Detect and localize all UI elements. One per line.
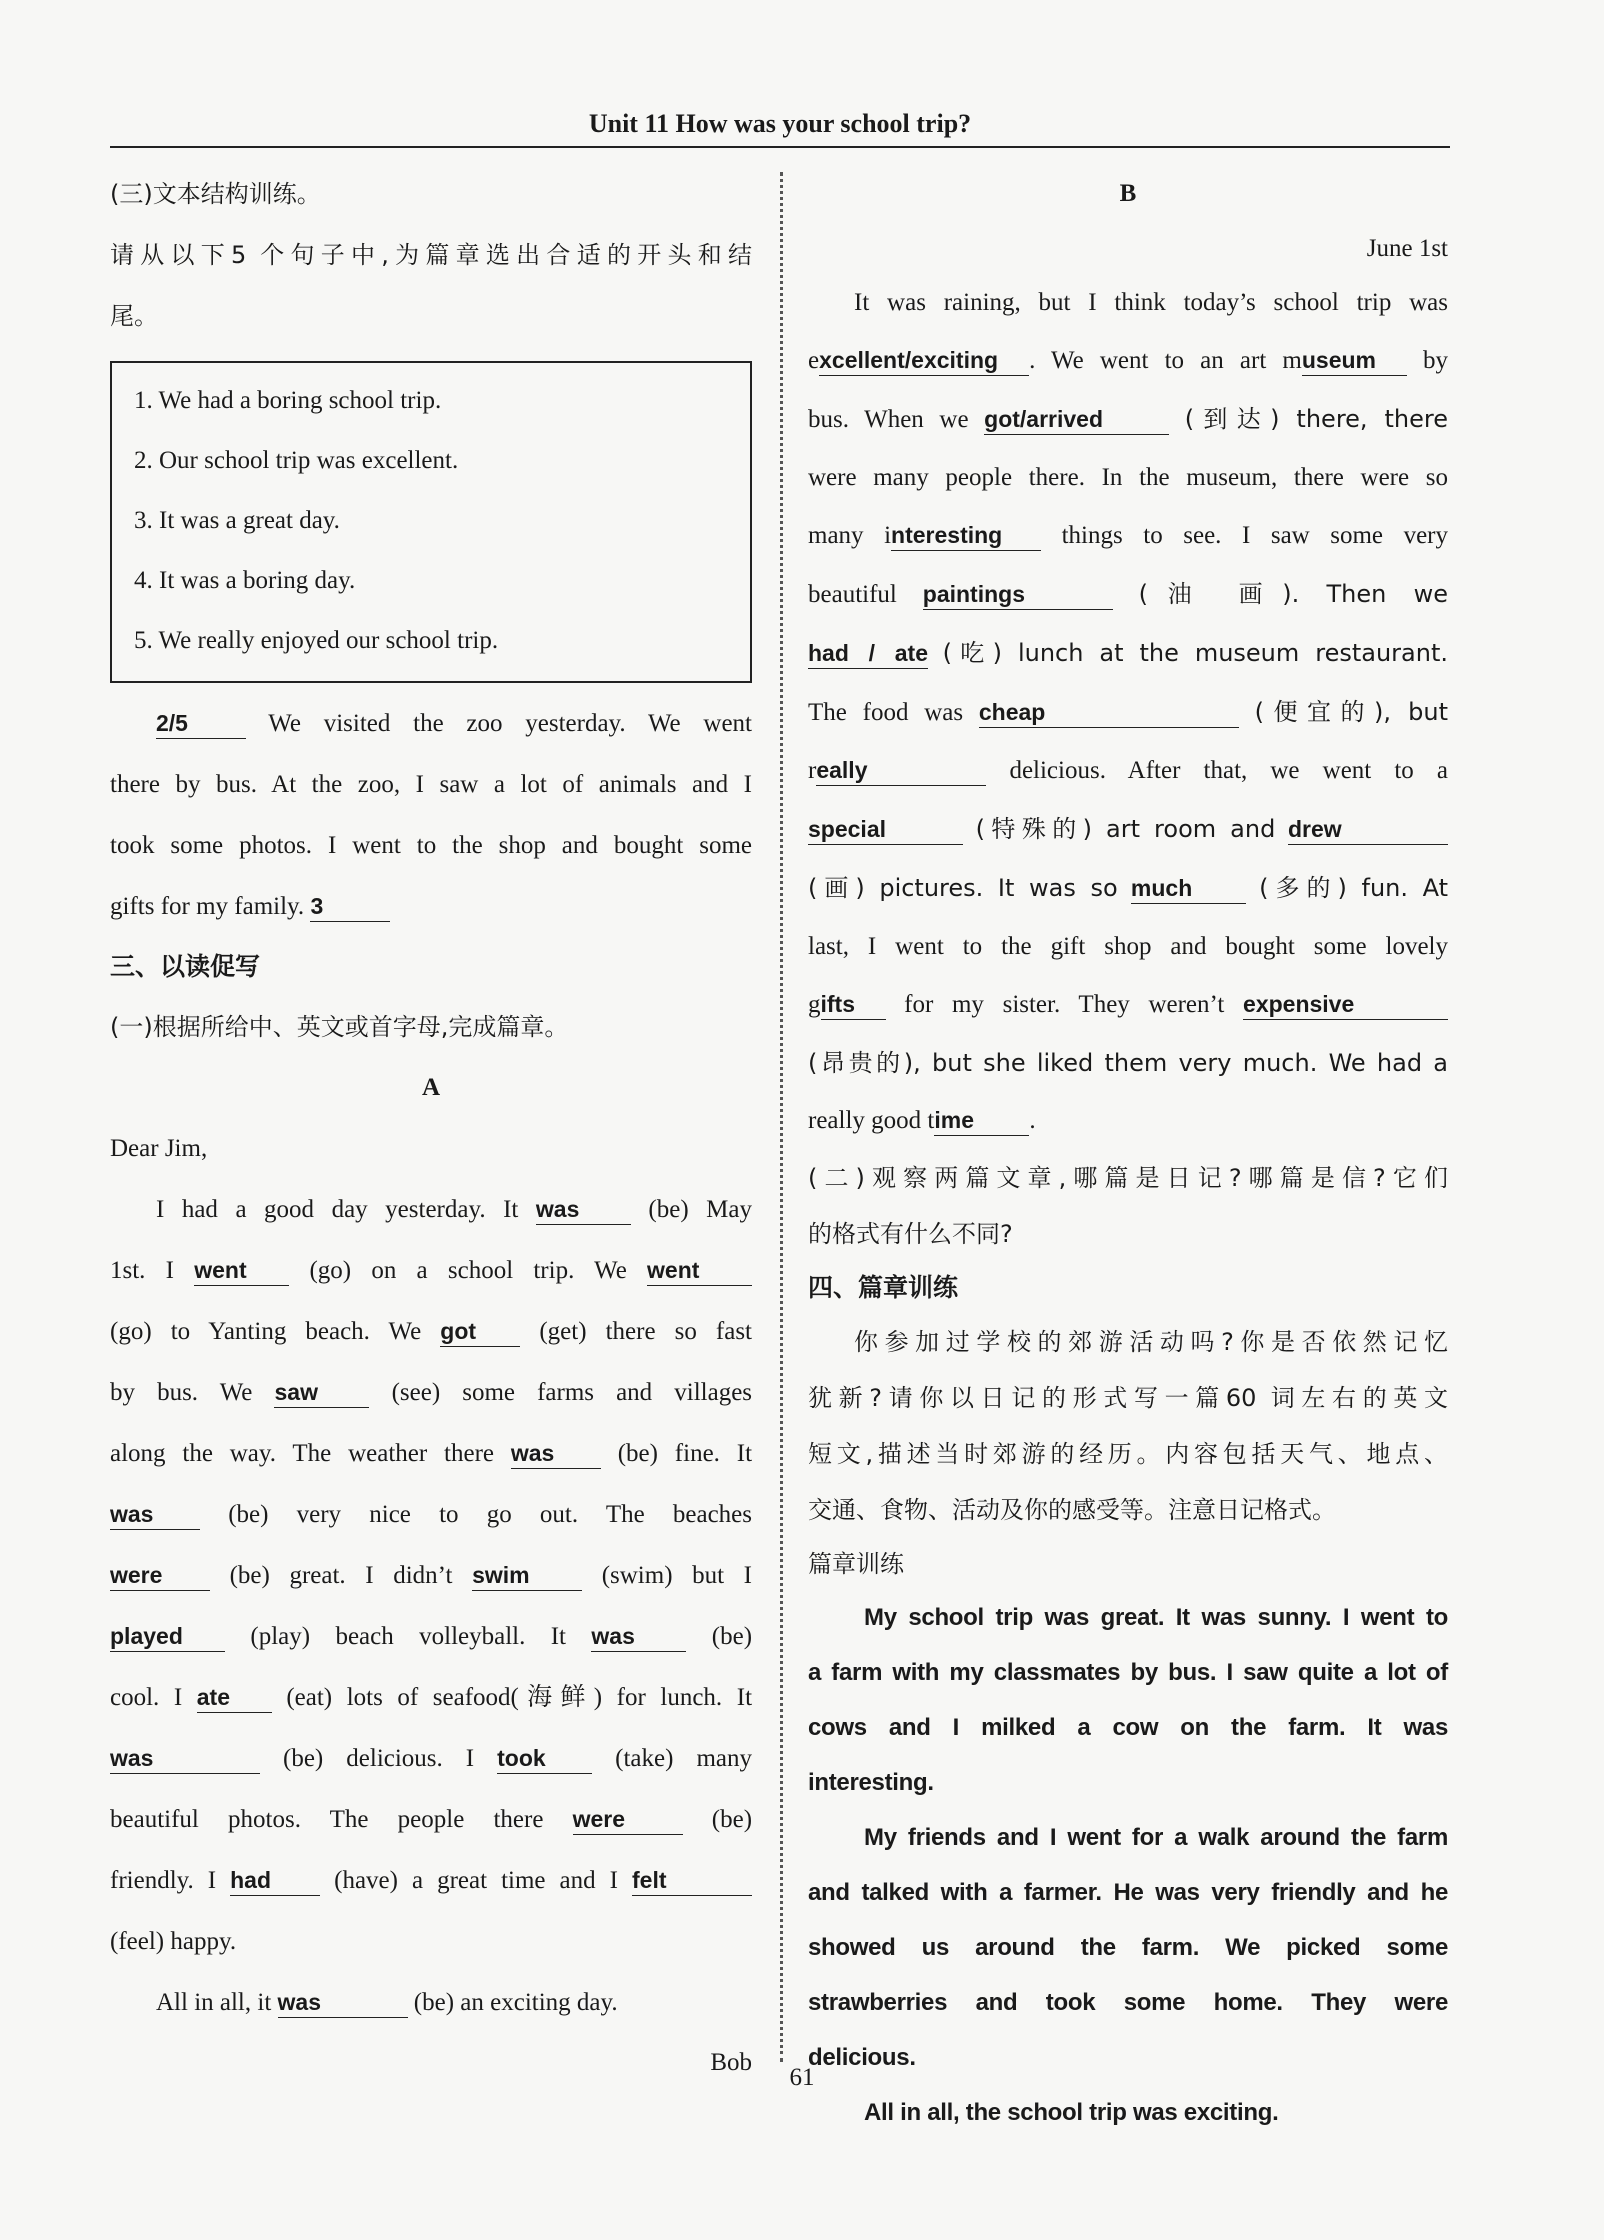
question-2-line-1: (二)观察两篇文章,哪篇是日记?哪篇是信?它们: [808, 1164, 1448, 1192]
answer-blank[interactable]: ifts: [821, 989, 886, 1020]
answer-blank[interactable]: was: [591, 1621, 686, 1652]
passage-b-label: B: [1119, 180, 1137, 207]
letter-line: I had a good day yesterday. It was (be) May: [156, 1196, 752, 1223]
letter-line: (feel) happy.: [110, 1928, 237, 1955]
answer-blank[interactable]: got/arrived: [984, 404, 1169, 435]
letter-line: (go) to Yanting beach. We got (get) there so fast: [110, 1318, 752, 1345]
answer-blank[interactable]: went: [194, 1255, 289, 1286]
answer-blank[interactable]: took: [497, 1743, 592, 1774]
answer-blank[interactable]: 3: [310, 891, 390, 922]
answer-blank[interactable]: xcellent/exciting: [819, 345, 1029, 376]
answer-blank[interactable]: saw: [274, 1377, 369, 1408]
answer-blank[interactable]: had: [230, 1865, 320, 1896]
diary-date: June 1st: [1366, 235, 1448, 262]
essay-line: interesting.: [808, 1769, 934, 1796]
diary-line: many interesting things to see. I saw some very: [808, 522, 1448, 549]
task-line: 犹新?请你以日记的形式写一篇60 词左右的英文: [808, 1384, 1448, 1412]
zoo-paragraph-line: took some photos. I went to the shop and bought some: [110, 832, 752, 859]
answer-blank[interactable]: expensive: [1243, 989, 1448, 1020]
answer-blank[interactable]: swim: [472, 1560, 582, 1591]
answer-blank[interactable]: was: [511, 1438, 601, 1469]
answer-blank[interactable]: went: [647, 1255, 752, 1286]
part-3-title: 三、以读促写: [110, 952, 261, 981]
answer-blank[interactable]: cheap: [979, 697, 1239, 728]
diary-line: were many people there. In the museum, there were so: [808, 464, 1448, 491]
essay-line: My friends and I went for a walk around the farm: [864, 1824, 1448, 1851]
letter-line: friendly. I had (have) a great time and I felt: [110, 1850, 752, 1911]
letter-salutation: Dear Jim,: [110, 1135, 208, 1162]
option-item: 3. It was a great day.: [134, 507, 340, 534]
part-3-subtitle: (一)根据所给中、英文或首字母,完成篇章。: [110, 1013, 569, 1041]
answer-blank[interactable]: felt: [632, 1865, 752, 1896]
diary-line: really delicious. After that, we went to a: [808, 757, 1448, 784]
diary-line: excellent/exciting . We went to an art museum by: [808, 347, 1448, 374]
part-4-title: 四、篇章训练: [808, 1273, 959, 1302]
letter-line: were (be) great. I didn’t swim (swim) but I: [110, 1562, 753, 1589]
answer-blank[interactable]: useum: [1302, 345, 1407, 376]
answer-blank[interactable]: special: [808, 814, 963, 845]
answer-blank[interactable]: much: [1131, 873, 1246, 904]
answer-blank[interactable]: ate: [197, 1682, 272, 1713]
diary-line: had / ate (吃) lunch at the museum restaurant.: [808, 639, 1448, 667]
sentence-options-box: [110, 361, 752, 683]
essay-line: My school trip was great. It was sunny. I went to: [864, 1604, 1448, 1631]
column-divider: [780, 172, 783, 2062]
answer-blank[interactable]: had / ate: [808, 638, 928, 669]
answer-blank[interactable]: 2/5: [156, 708, 246, 739]
essay-line: All in all, the school trip was exciting.: [864, 2099, 1279, 2126]
diary-line: (昂贵的), but she liked them very much. We had a: [808, 1049, 1448, 1077]
option-item: 5. We really enjoyed our school trip.: [134, 627, 499, 654]
zoo-paragraph-line: 2/5 We visited the zoo yesterday. We went: [156, 710, 752, 737]
diary-line: (画) pictures. It was so much (多的) fun. At: [808, 874, 1449, 902]
letter-line: was (be) delicious. I took (take) many: [110, 1745, 752, 1772]
task-line: 交通、食物、活动及你的感受等。注意日记格式。: [808, 1496, 1336, 1524]
option-item: 1. We had a boring school trip.: [134, 387, 442, 414]
right-column: [808, 164, 1448, 2140]
left-column: [110, 164, 752, 2093]
answer-blank[interactable]: paintings: [923, 579, 1113, 610]
answer-blank[interactable]: was: [278, 1987, 408, 2018]
task-line: 短文,描述当时郊游的经历。内容包括天气、地点、: [808, 1440, 1448, 1468]
letter-line: was (be) very nice to go out. The beaches: [110, 1501, 753, 1528]
essay-line: delicious.: [808, 2044, 916, 2071]
page-header: Unit 11 How was your school trip?: [110, 102, 1450, 148]
zoo-paragraph-line: there by bus. At the zoo, I saw a lot of animals and I: [110, 771, 752, 798]
answer-blank[interactable]: drew: [1288, 814, 1448, 845]
diary-line: bus. When we got/arrived (到达) there, there: [808, 405, 1449, 433]
answer-blank[interactable]: was: [110, 1743, 260, 1774]
answer-blank[interactable]: ime: [934, 1105, 1029, 1136]
answer-blank[interactable]: was: [536, 1194, 631, 1225]
page-number: 61: [789, 2064, 815, 2091]
zoo-paragraph-line: gifts for my family. 3: [110, 876, 752, 937]
letter-line: beautiful photos. The people there were (be): [110, 1806, 753, 1833]
essay-line: a farm with my classmates by bus. I saw quite a lot of: [808, 1659, 1448, 1686]
essay-line: cows and I milked a cow on the farm. It was: [808, 1714, 1448, 1741]
answer-blank[interactable]: was: [110, 1499, 200, 1530]
answer-blank[interactable]: nteresting: [891, 520, 1041, 551]
instruction-line-1: 请从以下5 个句子中,为篇章选出合适的开头和结: [110, 241, 752, 269]
letter-signature: Bob: [710, 2049, 752, 2076]
answer-blank[interactable]: were: [573, 1804, 683, 1835]
instruction-line-2: 尾。: [110, 302, 158, 330]
letter-line: All in all, it was (be) an exciting day.: [156, 1989, 618, 2016]
diary-line: gifts for my sister. They weren’t expensive: [808, 976, 1448, 1034]
essay-line: showed us around the farm. We picked some: [808, 1934, 1448, 1961]
diary-line: special (特殊的) art room and drew: [808, 800, 1448, 859]
option-item: 2. Our school trip was excellent.: [134, 447, 459, 474]
essay-line: and talked with a farmer. He was very friendly and he: [808, 1879, 1448, 1906]
option-item: 4. It was a boring day.: [134, 567, 356, 594]
essay-line: strawberries and took some home. They were: [808, 1989, 1448, 2016]
letter-line: cool. I ate (eat) lots of seafood(海鲜) for lunch. It: [110, 1684, 753, 1711]
answer-blank[interactable]: played: [110, 1621, 225, 1652]
section-3-title: (三)文本结构训练。: [110, 180, 321, 208]
letter-line: played (play) beach volleyball. It was (be): [110, 1623, 753, 1650]
diary-line: last, I went to the gift shop and bought some lovely: [808, 933, 1448, 960]
diary-line: really good time .: [808, 1107, 1036, 1134]
diary-line: beautiful paintings (油 画). Then we: [808, 580, 1449, 608]
essay-label: 篇章训练: [808, 1550, 904, 1578]
letter-line: by bus. We saw (see) some farms and villages: [110, 1379, 753, 1406]
diary-line: The food was cheap (便宜的), but: [808, 698, 1449, 726]
answer-blank[interactable]: eally: [816, 755, 986, 786]
letter-line: 1st. I went (go) on a school trip. We went: [110, 1240, 752, 1301]
task-line: 你参加过学校的郊游活动吗?你是否依然记忆: [854, 1328, 1448, 1356]
diary-line: It was raining, but I think today’s school trip was: [854, 289, 1448, 316]
question-2-line-2: 的格式有什么不同?: [808, 1220, 1013, 1248]
letter-line: along the way. The weather there was (be) fine. It: [110, 1440, 753, 1467]
passage-a-label: A: [421, 1074, 441, 1101]
answer-blank[interactable]: got: [440, 1316, 520, 1347]
answer-blank[interactable]: were: [110, 1560, 210, 1591]
